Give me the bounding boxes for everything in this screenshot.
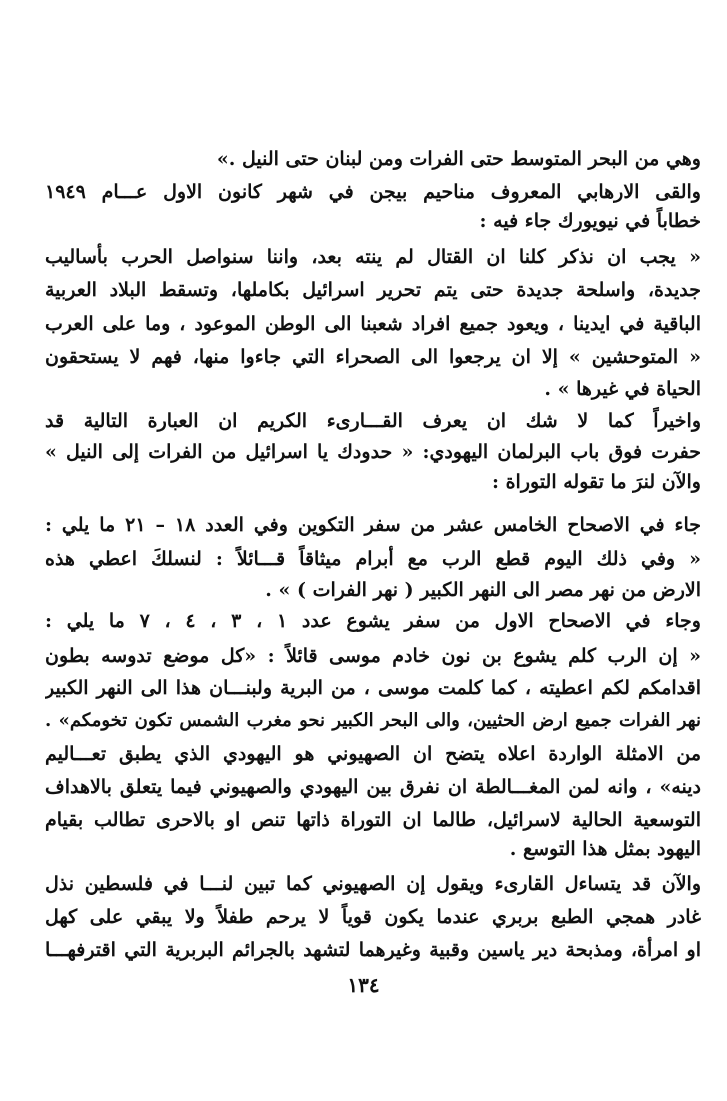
text-line: والقى الارهابي المعروف مناحيم بيجن في شهر كانون الاول عـــام ١٩٤٩ bbox=[45, 181, 701, 203]
text-line: والآن قد يتساءل القارىء ويقول إن الصهيوني كما تبين لنـــا في فلسطين نذل bbox=[45, 873, 701, 895]
text-line: غادر همجي الطبع بربري عندما يكون قوياً لا يرحم طفلاً ولا يبقي على كهل bbox=[45, 906, 701, 928]
text-line: وهي من البحر المتوسط حتى الفرات ومن لبنان حتى النيل .» bbox=[216, 148, 701, 170]
text-line: او امرأة، ومذبحة دير ياسين وقبية وغيرهما لتشهد بالجرائم البربرية التي اقترفهـــا bbox=[45, 939, 701, 961]
text-line: اليهود بمثل هذا التوسع . bbox=[509, 838, 701, 860]
page-number: ١٣٤ bbox=[347, 973, 380, 997]
text-line: وجاء في الاصحاح الاول من سفر يشوع عدد ١ ، ٣ ، ٤ ، ٧ ما يلي : bbox=[45, 610, 701, 632]
text-line: واخيراً كما لا شك ان يعرف القـــارىء الكريم ان العبارة التالية قد bbox=[45, 410, 701, 432]
text-line: نهر الفرات جميع ارض الحثيين، والى البحر الكبير نحو مغرب الشمس تكون تخومكم» . bbox=[45, 710, 701, 731]
text-line: الباقية في ايدينا ، ويعود جميع افراد شعبنا الى الوطن الموعود ، وما على العرب bbox=[45, 313, 701, 335]
text-line: والآن لنرَ ما تقوله التوراة : bbox=[491, 471, 701, 493]
text-line: « المتوحشين » إلا ان يرجعوا الى الصحراء التي جاءوا منها، فهم لا يستحقون bbox=[45, 346, 701, 368]
text-line: التوسعية الحالية لاسرائيل، طالما ان التوراة ذاتها تنص او بالاحرى تطالب بقيام bbox=[45, 809, 701, 831]
text-line: من الامثلة الواردة اعلاه يتضح ان الصهيوني هو اليهودي الذي يطبق تعـــاليم bbox=[45, 743, 701, 765]
text-line: اقدامكم لكم اعطيته ، كما كلمت موسى ، من البرية ولبنـــان هذا الى النهر الكبير bbox=[45, 677, 701, 699]
text-line: « يجب ان نذكر كلنا ان القتال لم ينته بعد، واننا سنواصل الحرب بأساليب bbox=[45, 246, 701, 268]
text-line: « إن الرب كلم يشوع بن نون خادم موسى قائلاً : «كل موضع تدوسه بطون bbox=[45, 645, 701, 667]
text-line: جاء في الاصحاح الخامس عشر من سفر التكوين وفي العدد ١٨ – ٢١ ما يلي : bbox=[45, 514, 701, 536]
text-line: الارض من نهر مصر الى النهر الكبير ( نهر الفرات ) » . bbox=[265, 579, 701, 601]
text-line: خطاباً في نيويورك جاء فيه : bbox=[479, 210, 701, 232]
text-line: الحياة في غيرها » . bbox=[544, 378, 701, 400]
text-line: حفرت فوق باب البرلمان اليهودي: « حدودك يا اسرائيل من الفرات إلى النيل » bbox=[45, 441, 701, 463]
text-line: دينه» ، وانه لمن المغـــالطة ان نفرق بين اليهودي والصهيوني فيما يتعلق بالاهداف bbox=[45, 776, 701, 798]
text-line: « وفي ذلك اليوم قطع الرب مع أبرام ميثاقاً قـــائلاً : لنسلكَ اعطي هذه bbox=[45, 548, 701, 570]
text-line: جديدة، واسلحة جديدة حتى يتم تحرير اسرائيل بكاملها، وتسقط البلاد العربية bbox=[45, 279, 701, 301]
